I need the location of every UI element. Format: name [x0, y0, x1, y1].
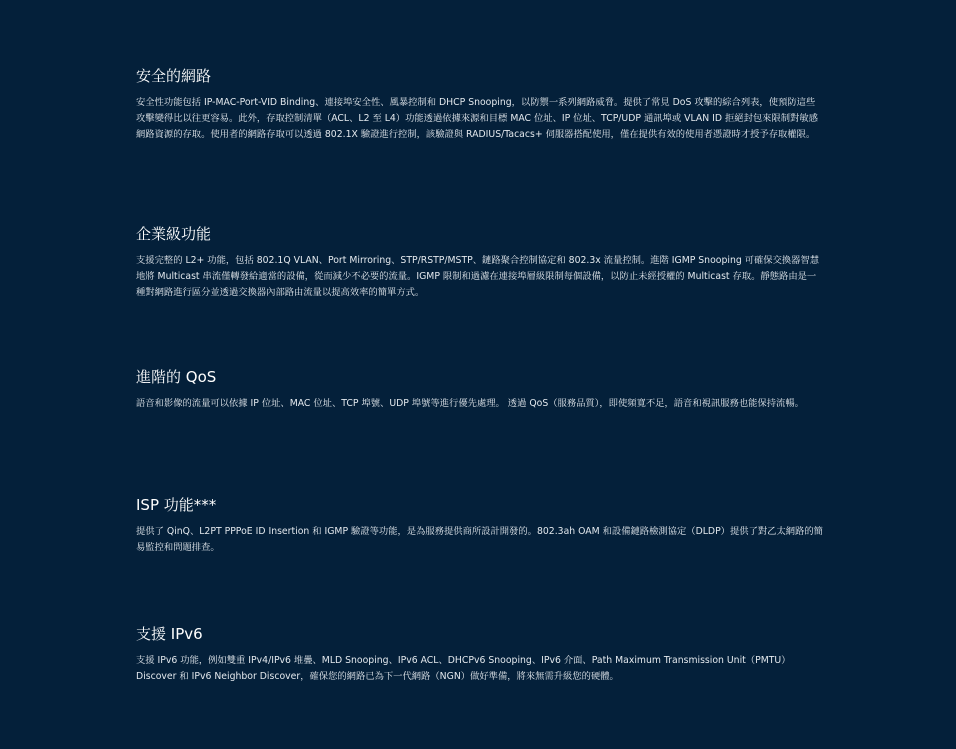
section-secure-network [136, 66, 824, 143]
section-advanced-qos [136, 367, 824, 412]
section-enterprise-features [136, 224, 824, 301]
section-body: 語音和影像的流量可以依據 IP 位址、MAC 位址、TCP 埠號、UDP 埠號等進行優先處理。 透過 QoS（服務品質），即使頻寬不足，語音和視訊服務也能保持流暢。 [136, 398, 804, 409]
section-body: 支援完整的 L2+ 功能，包括 802.1Q VLAN、Port Mirroring、STP/RSTP/MSTP、鏈路聚合控制協定和 802.3x 流量控制。進階 IGMP Snooping 可確保交換器智慧地將 Multicast 串流僅轉發給適當的設備，從而減少不必要的流量。IGMP 限制和過濾在連接埠層級限制每個設備，以防止未經授權的 Multicast 存取。靜態路由是一種對網路進行區分並透過交換器內部路由流量以提高效率的簡單方式。 [136, 255, 820, 298]
section-heading: 安全的網路 [136, 67, 212, 85]
section-heading: 企業級功能 [136, 225, 212, 243]
section-heading: ISP 功能*** [136, 496, 217, 514]
section-heading: 進階的 QoS [136, 368, 217, 386]
section-body: 支援 IPv6 功能，例如雙重 IPv4/IPv6 堆疊、MLD Snooping、IPv6 ACL、DHCPv6 Snooping、IPv6 介面、Path Maximum Transmission Unit（PMTU）Discover 和 IPv6 Neighbor Discover，確保您的網路已為下一代網路（NGN）做好準備，將來無需升級您的硬體。 [136, 655, 791, 682]
section-body: 提供了 QinQ、L2PT PPPoE ID Insertion 和 IGMP 驗證等功能，是為服務提供商所設計開發的。802.3ah OAM 和設備鏈路檢測協定（DLDP）提供了對乙太網路的簡易監控和問題排查。 [136, 526, 823, 553]
section-heading: 支援 IPv6 [136, 625, 203, 643]
section-ipv6-support [136, 624, 824, 685]
section-body: 安全性功能包括 IP-MAC-Port-VID Binding、連接埠安全性、風暴控制和 DHCP Snooping，以防禦一系列網路威脅。提供了常見 DoS 攻擊的綜合列表，使預防這些攻擊變得比以往更容易。此外，存取控制清單（ACL、L2 至 L4）功能透過依據來源和目標 MAC 位址、IP 位址、TCP/UDP 通訊埠或 VLAN ID 拒絕封包來限制對敏感網路資源的存取。使用者的網路存取可以透過 802.1X 驗證進行控制，該驗證與 RADIUS/Tacacs+ 伺服器搭配使用，僅在提供有效的使用者憑證時才授予存取權限。 [136, 97, 818, 140]
section-isp-features [136, 495, 824, 556]
